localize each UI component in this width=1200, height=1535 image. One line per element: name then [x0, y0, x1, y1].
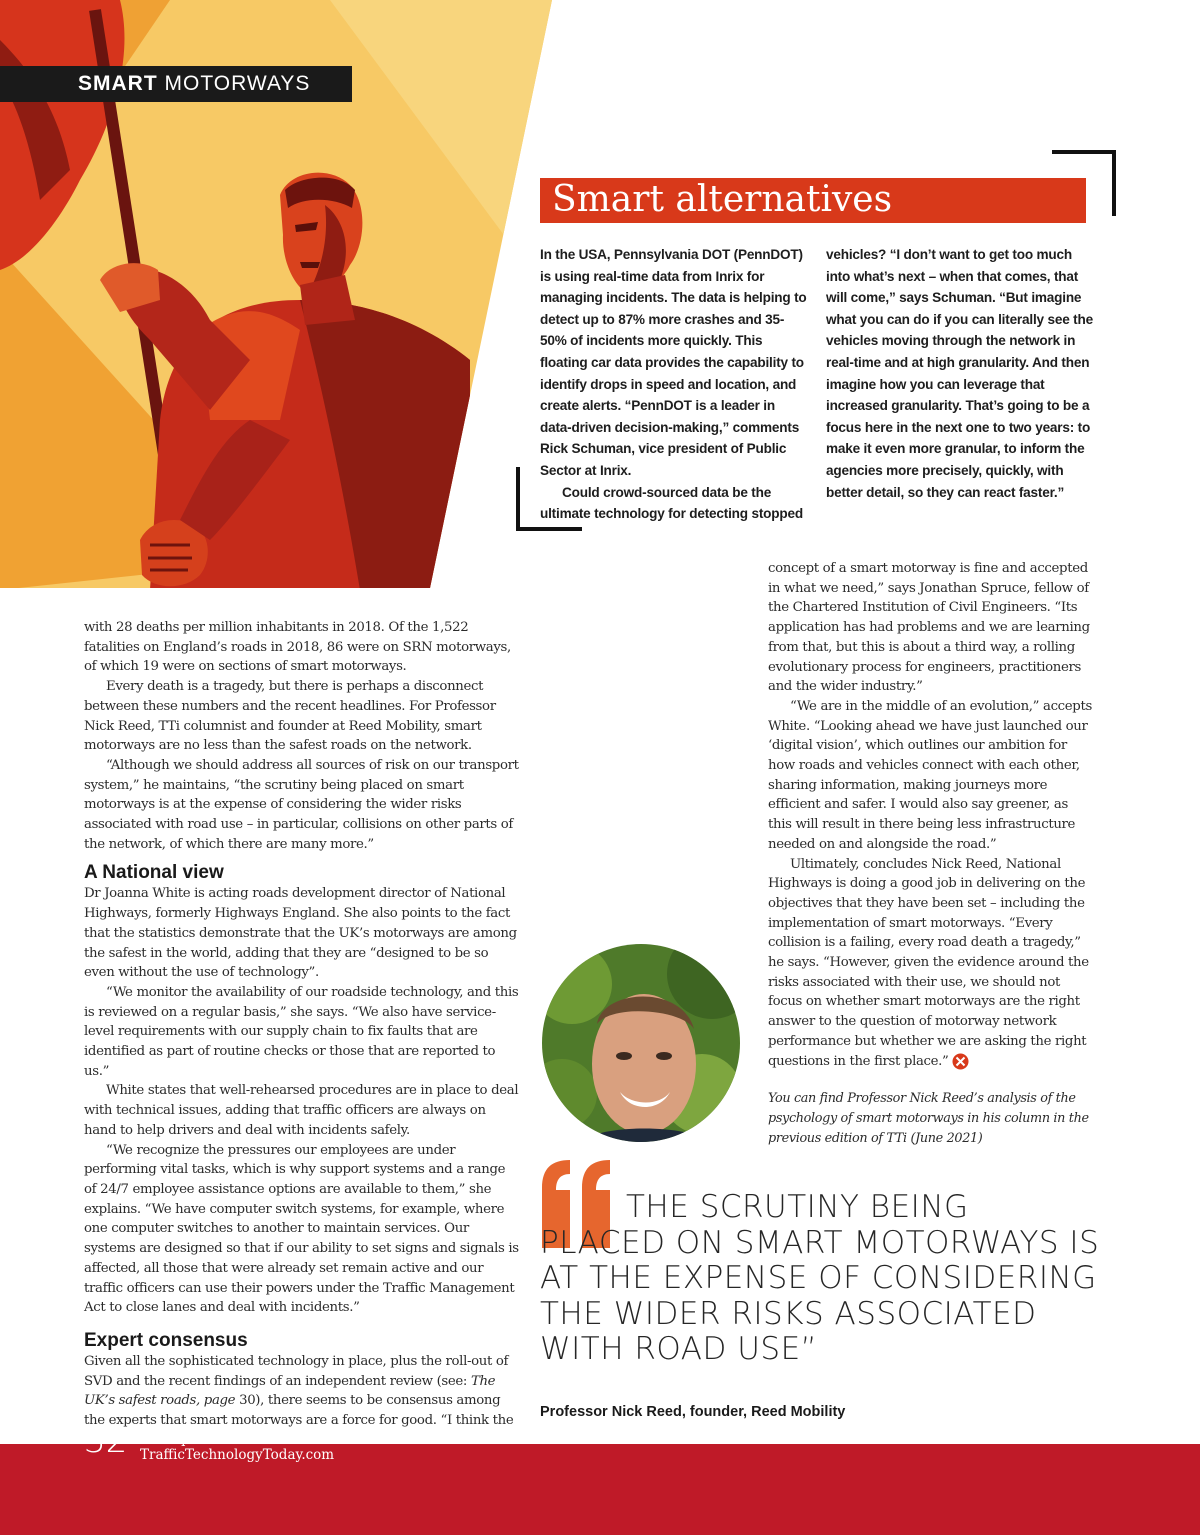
issue-date: September 2021 — [163, 1431, 278, 1447]
body-paragraph: “Although we should address all sources of risk on our transport system,” he maintains, “the scrutiny being placed on smart motorways is at the expense of considering the wider risks associated with road use – in particular, collisions on other parts of the network, of which there are many more.” — [84, 757, 519, 852]
body-paragraph: concept of a smart motorway is fine and accepted in what we need,” says Jonathan Spruce, fellow of the Chartered Institution of Civil Engineers. “Its application has had problems and we are learning from that, but this is about a third way, a rolling evolutionary process for engineers, practitioners and the wider industry.” — [768, 561, 1090, 695]
body-text-run: Ultimately, concludes Nick Reed, National Highways is doing a good job in delivering on the objectives that they have been set – including the implementation of smart motorways. “Every collision is a failing, every road death a tragedy,” he says. “However, given the evidence around the risks associated with their use, we should not focus on whether smart motorways are the right answer to the question of motorway network performance but whether we are asking the right questions in the first place.” — [768, 856, 1089, 1069]
pull-quote-line-1: THE SCRUTINY BEING — [626, 1189, 969, 1225]
caption: You can find Professor Nick Reed’s analysis of the psychology of smart motorways in his column in the previous edition of TTi (June 2021) — [768, 1091, 1089, 1146]
box-title: Smart alternatives — [540, 178, 1086, 223]
body-paragraph: with 28 deaths per million inhabitants in 2018. Of the 1,522 fatalities on England’s roads in 2018, 86 were on SRN motorways, of which 19 were on sections of smart motorways. — [84, 620, 511, 675]
section-tag-light: MOTORWAYS — [164, 72, 311, 95]
section-tag — [0, 66, 352, 102]
end-mark-icon — [952, 1053, 969, 1070]
page-number: 32 — [84, 1421, 128, 1461]
body-text-run: 30), there seems to be consensus among the experts that smart motorways are a force for good. “I think the — [84, 1393, 514, 1429]
pull-quote — [540, 1190, 1100, 1368]
section-tag-bold: SMART — [78, 72, 158, 95]
body-paragraph: Dr Joanna White is acting roads development director of National Highways, formerly Highways England. She also points to the fact that the statistics demonstrate that the UK’s motorways are among the safest in the world, adding that they are “designed to be so even without the use of technology”. — [84, 886, 517, 981]
body-paragraph: “We monitor the availability of our roadside technology, and this is reviewed on a regular basis,” she says. “We also have service-level requirements with our supply chain to fix faults that are identified as part of routine checks or those that are reported to us.” — [84, 984, 519, 1079]
box-paragraph: Could crowd-sourced data be the ultimate technology for detecting stopped — [540, 484, 803, 522]
subheading-national-view: A National view — [84, 862, 224, 884]
box-column-1 — [540, 244, 808, 525]
page-reference: The UK’s safest roads, page — [84, 1373, 496, 1409]
body-paragraph — [768, 855, 1092, 1072]
body-paragraph: White states that well-rehearsed procedures are in place to deal with technical issues, adding that traffic officers are always on hand to help drivers and deal with incidents safely. — [84, 1083, 519, 1138]
portrait-photo — [542, 944, 740, 1142]
body-paragraph: Every death is a tragedy, but there is perhaps a disconnect between these numbers and the recent headlines. For Professor Nick Reed, TTi columnist and founder at Reed Mobility, smart motorways are no less than the safest roads on the network. — [84, 679, 496, 754]
box-paragraph: In the USA, Pennsylvania DOT (PennDOT) is using real-time data from Inrix for managing incidents. The data is helping to detect up to 87% more crashes and 35-50% of incidents more quickly. This floating car data provides the capability to identify drops in speed and location, and create alerts. “PennDOT is a leader in data-driven decision-making,” comments Rick Schuman, vice president of Public Sector at Inrix. — [540, 247, 807, 478]
footer-brand — [140, 1430, 334, 1463]
right-column — [768, 559, 1092, 1148]
brand-logo: tti — [140, 1429, 160, 1447]
pull-quote-rest: PLACED ON SMART MOTORWAYS IS AT THE EXPENSE OF CONSIDERING THE WIDER RISKS ASSOCIATED WITH ROAD USE” — [540, 1224, 1100, 1368]
pull-quote-credit: Professor Nick Reed, founder, Reed Mobility — [540, 1404, 846, 1420]
left-column — [84, 618, 520, 1431]
subheading-expert-consensus: Expert consensus — [84, 1329, 248, 1351]
body-paragraph — [84, 1352, 520, 1431]
box-paragraph: vehicles? “I don’t want to get too much into what’s next – when that comes, that will come,” says Schuman. “But imagine what you can do if you can literally see the vehicles moving through the network in real-time and at high granularity. And then imagine how you can leverage that increased granularity. That’s going to be a focus here in the next one to two years: to make it even more granular, to inform the agencies more precisely, quickly, with better detail, so they can react faster.” — [826, 247, 1093, 500]
body-text-run: Given all the sophisticated technology in place, plus the roll-out of SVD and the recent findings of an independent review (see: — [84, 1353, 509, 1389]
body-paragraph: “We are in the middle of an evolution,” accepts White. “Looking ahead we have just launched our ‘digital vision’, which outlines our ambition for how roads and vehicles connect with each other, sharing information, making journeys more efficient and safer. I would also say greener, as this will result in there being less infrastructure needed on and alongside the road.” — [768, 698, 1092, 852]
website-url: TrafficTechnologyToday.com — [140, 1447, 335, 1463]
body-paragraph: “We recognize the pressures our employees are under performing vital tasks, which is why support systems and a range of 24/7 employee assistance options are available to them,” she explains. “We have computer switch systems, for example, where one computer switches to another to maintain services. Our systems are designed so that if our ability to set signs and signals is affected, all those that were already set remain active and our traffic officers can use their powers under the Traffic Management Act to close lanes and deal with incidents.” — [84, 1142, 519, 1316]
box-column-2 — [826, 244, 1094, 503]
